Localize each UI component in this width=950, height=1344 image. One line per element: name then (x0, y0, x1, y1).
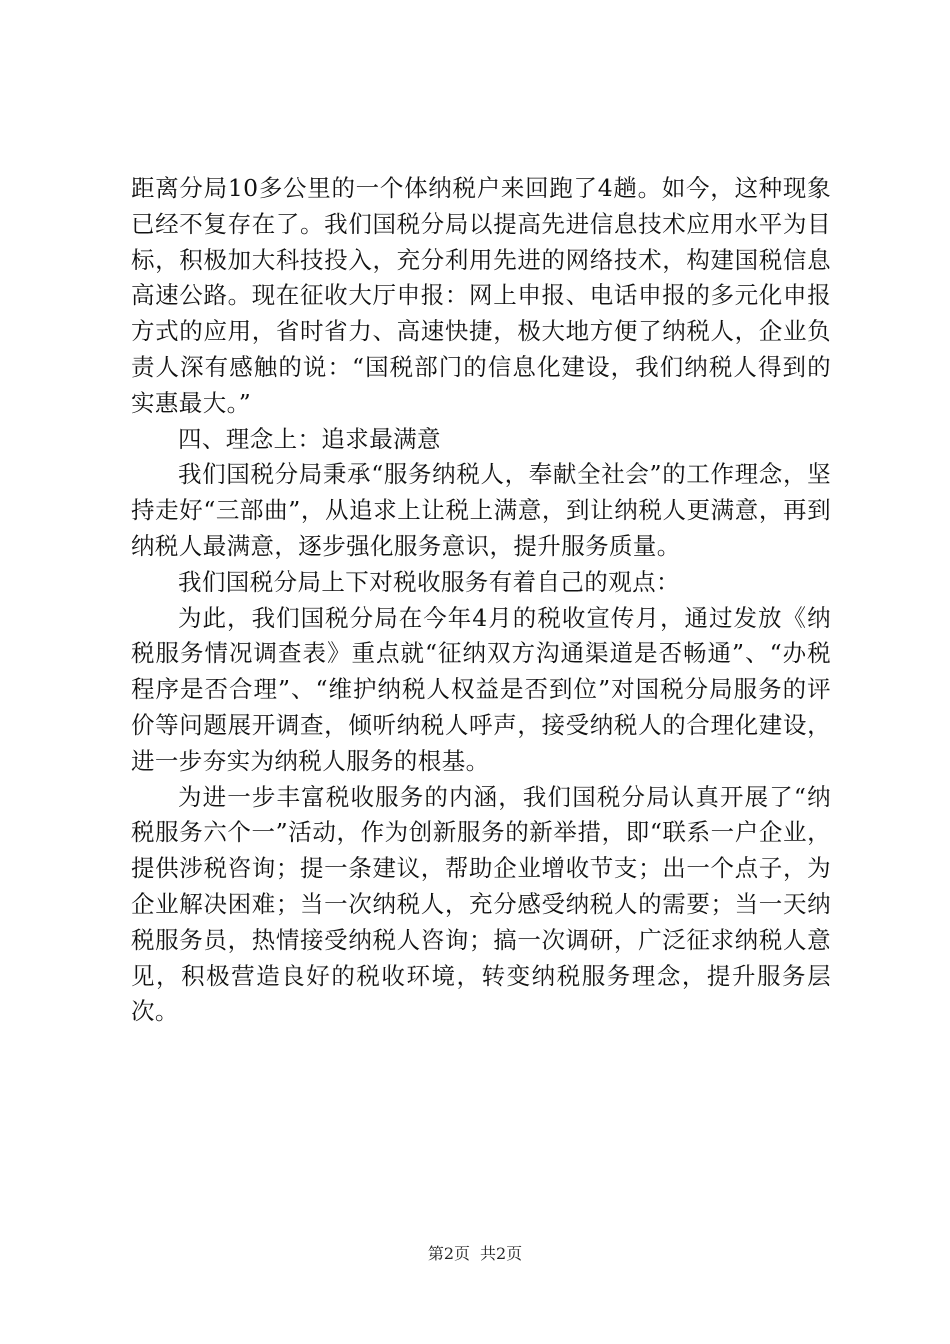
paragraph-continued-text: 距离分局10多公里的一个体纳税户来回跑了4趟。如今，这种现象已经不复存在了。我们国税分局以提高先进信息技术应用水平为目标，积极加大科技投入，充分利用先进的网络技术，构建国税信息高速公路。现在征收大厅申报：网上申报、电话申报的多元化申报方式的应用，省时省力、高速快捷，极大地方便了纳税人，企业负责人深有感触的说：“国税部门的信息化建设，我们纳税人得到的实惠最大。” (131, 174, 831, 417)
paragraph-survey: 为此，我们国税分局在今年4月的税收宣传月，通过发放《纳税服务情况调查表》重点就“征纳双方沟通渠道是否畅通”、“办税程序是否合理”、“维护纳税人权益是否到位”对国税分局服务的评价等问题展开调查，倾听纳税人呼声，接受纳税人的合理化建设，进一步夯实为纳税人服务的根基。 (131, 603, 831, 775)
document-body (131, 171, 831, 1030)
page-footer (0, 1243, 950, 1265)
paragraph-service-philosophy: 我们国税分局秉承“服务纳税人，奉献全社会”的工作理念，坚持走好“三部曲”，从追求上让税上满意，到让纳税人更满意，再到纳税人最满意，逐步强化服务意识，提升服务质量。 (131, 460, 831, 560)
section-heading-four: 四、理念上：追求最满意 (178, 424, 441, 453)
page-total: 共2页 (480, 1244, 523, 1263)
paragraph-viewpoint: 我们国税分局上下对税收服务有着自己的观点： (178, 567, 680, 596)
page-number: 第2页 (427, 1244, 470, 1263)
paragraph-six-ones-activity: 为进一步丰富税收服务的内涵，我们国税分局认真开展了“纳税服务六个一”活动，作为创新服务的新举措，即“联系一户企业，提供涉税咨询；提一条建议，帮助企业增收节支；出一个点子，为企业解决困难；当一次纳税人，充分感受纳税人的需要；当一天纳税服务员，热情接受纳税人咨询；搞一次调研，广泛征求纳税人意见，积极营造良好的税收环境，转变纳税服务理念，提升服务层次。 (131, 782, 831, 1026)
